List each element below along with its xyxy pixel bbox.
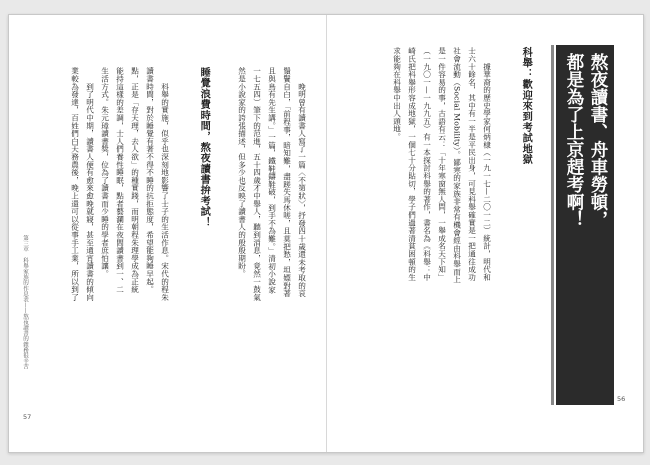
intro-line-4: 一七五四）筆下的范進，五十四歲才中舉人，聽到消息，竟然一鼓氣 [252,67,262,301]
page-number-left: 57 [23,413,32,421]
paragraph-line-7: 求能夠在科舉中出人頭地。 [392,47,402,141]
paragraph-line-5: （一九〇一—一九九五）有一本探討科舉的著作，書名為《科舉：中 [422,47,432,281]
body-line-3: 點，正是「存天理，去人欲」的種實踐，而明朝程朱理學成為正統 [130,67,140,294]
title-edge-line [551,45,554,405]
page-number-right: 56 [617,395,626,403]
body-line-4: 能持這樣的差調，士人們養性睡眠，點者藝瀾在夜間讀書到一、二 [115,67,125,294]
paragraph-line-3: 社會流動（Social Mobility）。鄙寒的家族非常有機會經由科舉而上 [452,47,462,284]
chapter-title-line-1: 熬夜讀書、舟車勞頓， [588,53,608,228]
paragraph-line-2: 士六十餘名，其中有一半是平民出身，可見科舉確實是一把通往成功 [467,47,477,281]
intro-line-2: 鬚鬢自白，「前程事，暗知難，盡蹉失馬休嗟，且莫把愁，坦嫖對著 [282,67,292,298]
body-line-7: 業較為發達，百姓們白天務農後，晚上還可以從事手工業，所以到了 [70,67,80,301]
body-line-2: 讀書時間，對於睡覺有著不得不睡的抗拒態度，希望能夠睡早起。 [145,67,155,294]
page-gutter [326,15,327,452]
paragraph-line-4: 是一件容易的事，古語有云：「十年寒窗無人問，一舉成名天下知」 [437,47,447,281]
running-head: 第三章 科舉家族的作息表——熬夜讀書的雜務很辛苦 [22,235,28,370]
intro-line-5: 然是小說家的誇張描述，但多少也反映了讀書人的殷殷期盼。 [237,67,247,278]
intro-line-1: 晚明曾有讀書人寫了一篇〈不第狀〉，抒發四十歲還未考取的哀 [297,67,307,298]
section-heading-exam: 科舉：歡迎來到考試地獄 [520,47,532,165]
body-line-6: 到了明代中期，讀書人便有愈來愈晚就寢，甚至通宵讀書的傾向 [85,67,95,301]
book-spread [8,14,644,453]
body-line-5: 生活方式。朱元璋讀書獎，位為了讀書而少睡的學者庶怕讓。 [100,67,110,278]
intro-line-3: 且與鳥有先生講。」一篇，鐵鞋鑄鞋破，到手不為難。」清初小說家 [267,67,277,294]
section-heading-sleep: 睡覺浪費時間，熬夜讀書拚考試！ [198,67,210,228]
paragraph-line-6: 崎氏把科舉形容成地獄，一個七十分貼切，學子們過著清貧困頓的生 [407,47,417,281]
paragraph-line-1: 據華裔的歷史學家何炳棣（一九一七—二〇一二）統計，明代和 [482,47,492,281]
chapter-title-line-2: 都是為了上京趕考啊！ [564,53,584,228]
body-line-1: 科舉的實施，似乎也深刻地影響了士子的生活作息。宋代的程朱 [160,67,170,301]
chapter-title-block [556,45,614,405]
